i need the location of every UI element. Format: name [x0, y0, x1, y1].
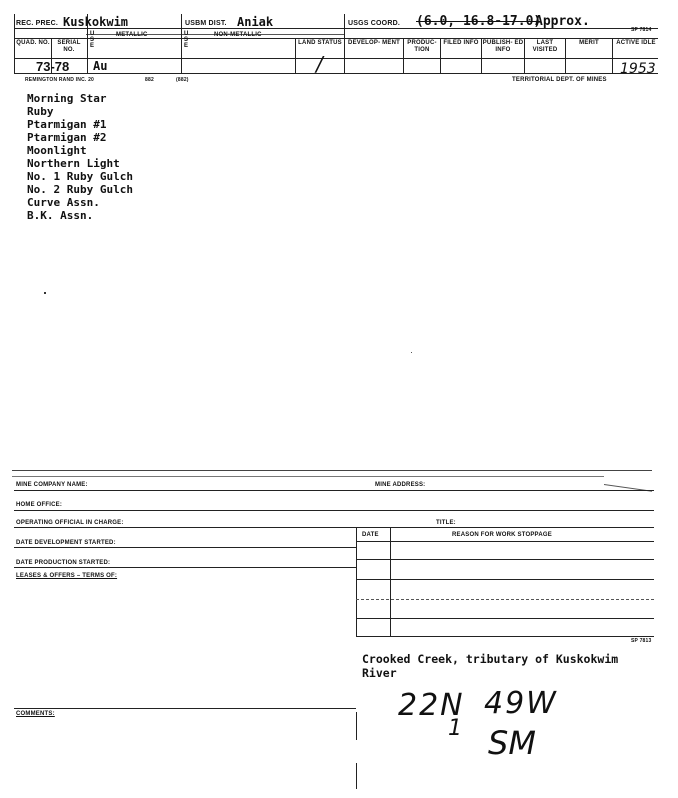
usbm-dist-value: Aniak	[237, 15, 274, 29]
property-item: Ruby	[27, 105, 54, 118]
lower-top-rule-2	[12, 476, 604, 477]
vdiv	[181, 14, 182, 74]
col-development: DEVELOP- MENT	[348, 40, 400, 46]
rule-mine-company	[14, 490, 654, 491]
property-item: Northern Light	[27, 157, 120, 170]
header-rule-2	[14, 38, 658, 39]
imprint-paren: (882)	[176, 77, 189, 83]
stoppage-row-rule	[356, 559, 654, 560]
handwritten-range: 49W	[484, 686, 558, 721]
imprint-code: 882	[145, 77, 154, 83]
stoppage-left-border	[356, 527, 357, 637]
col-quad-no: QUAD. NO.	[16, 40, 50, 46]
col-last-visited: LAST VISITED	[532, 40, 558, 53]
col-land-status: LAND STATUS	[298, 40, 342, 46]
stoppage-row-rule	[356, 636, 654, 637]
rec-prec-value: Kuskokwim	[63, 15, 129, 29]
col-published-info: PUBLISH- ED INFO	[482, 40, 524, 53]
col-serial-no: SERIAL NO.	[57, 40, 81, 53]
col-use-nonmetallic: U S E	[184, 31, 189, 49]
rule-home-office	[14, 510, 654, 511]
property-item: Moonlight	[27, 144, 87, 157]
date-development-started-label: DATE DEVELOPMENT STARTED:	[16, 540, 116, 546]
col-metallic: METALLIC	[116, 32, 148, 38]
rule-comments	[14, 708, 356, 709]
handwritten-township: 22N	[398, 688, 465, 723]
rule-development-started	[14, 547, 356, 548]
col-filed-info: FILED INFO	[443, 40, 479, 46]
home-office-label: HOME OFFICE:	[16, 502, 63, 508]
usgs-coord-label: USGS COORD.	[348, 20, 400, 27]
rec-prec-label: REC. PREC.	[16, 20, 59, 27]
vdiv	[612, 38, 613, 73]
property-item: Curve Assn.	[27, 196, 100, 209]
location-note: Crooked Creek, tributary of Kuskokwim River	[362, 652, 619, 680]
property-item: No. 2 Ruby Gulch	[27, 183, 133, 196]
land-status-value: /	[316, 52, 323, 76]
mine-company-name-label: MINE COMPANY NAME:	[16, 482, 88, 488]
handwritten-tick: 1	[448, 716, 462, 741]
speck	[411, 352, 412, 353]
title-label: TITLE:	[436, 520, 456, 526]
property-item: Ptarmigan #1	[27, 118, 107, 131]
usgs-coord-struck: (6.0, 16.8-17.0)	[416, 14, 542, 29]
form-number-bottom: SP 7813	[631, 638, 652, 644]
vdiv	[295, 38, 296, 73]
header-rule-4	[14, 73, 658, 74]
property-item: Morning Star	[27, 92, 107, 105]
speck	[44, 292, 46, 294]
stoppage-row-rule	[356, 618, 654, 619]
lower-top-rule	[12, 470, 652, 471]
quad-value: 73-78	[36, 59, 70, 74]
rule-production-started	[14, 567, 356, 568]
stoppage-header-rule	[356, 541, 654, 542]
handwritten-meridian: SM	[488, 724, 536, 762]
col-nonmetallic: NON-METALLIC	[214, 32, 262, 38]
rule-operating-official	[14, 527, 654, 528]
property-item: No. 1 Ruby Gulch	[27, 170, 133, 183]
property-item: B.K. Assn.	[27, 209, 94, 222]
vdiv	[344, 14, 345, 74]
stoppage-date-divider	[390, 527, 391, 637]
stoppage-row-rule	[356, 599, 654, 600]
col-merit: MERIT	[579, 40, 599, 46]
metallic-value: Au	[93, 59, 108, 73]
agency-name: TERRITORIAL DEPT. OF MINES	[512, 77, 607, 83]
col-use-metallic: U S E	[90, 31, 95, 49]
col-production: PRODUC- TION	[407, 40, 437, 53]
col-active-idle: ACTIVE IDLE	[616, 40, 656, 46]
comments-divider-2	[356, 763, 357, 789]
header-rule-3	[14, 58, 658, 59]
property-list	[27, 93, 133, 223]
form-number-top: SP 7814	[631, 27, 652, 33]
property-item: Ptarmigan #2	[27, 131, 107, 144]
stoppage-reason-header: REASON FOR WORK STOPPAGE	[452, 532, 552, 538]
leases-offers-label: LEASES & OFFERS – TERMS OF:	[16, 573, 118, 579]
stoppage-row-rule	[356, 579, 654, 580]
active-idle-value: 1953	[620, 61, 656, 77]
comments-divider-1	[356, 712, 357, 740]
stoppage-date-header: DATE	[362, 532, 379, 538]
printer-imprint: REMINGTON RAND INC. 20	[25, 77, 95, 83]
usbm-dist-label: USBM DIST.	[185, 20, 227, 27]
date-production-started-label: DATE PRODUCTION STARTED:	[16, 560, 111, 566]
mine-address-label: MINE ADDRESS:	[375, 482, 426, 488]
comments-label: COMMENTS:	[16, 711, 55, 717]
operating-official-label: OPERATING OFFICIAL IN CHARGE:	[16, 520, 124, 526]
usgs-coord-value: Approx.	[535, 14, 590, 29]
